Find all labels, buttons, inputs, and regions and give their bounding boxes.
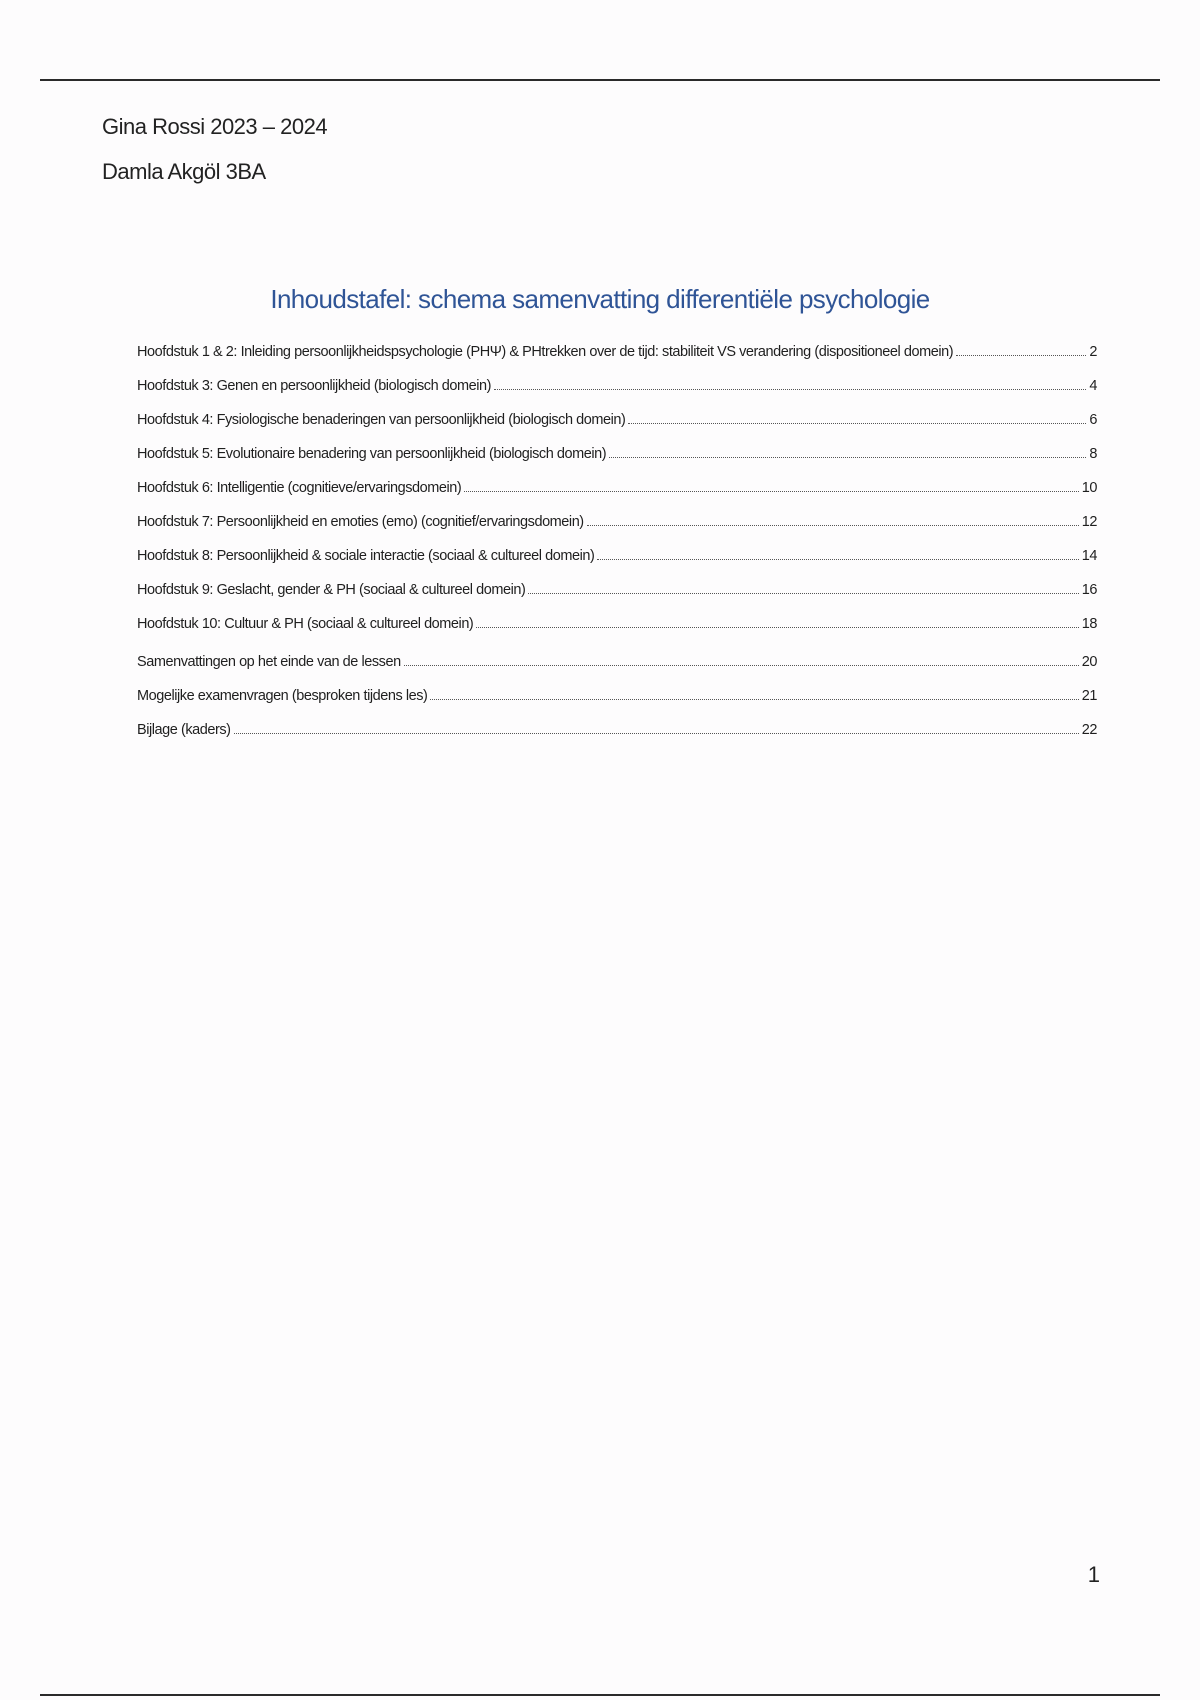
toc-entry-label: Hoofdstuk 7: Persoonlijkheid en emoties (emo) (cognitief/ervaringsdomein) <box>137 514 584 530</box>
toc-entry-label: Hoofdstuk 8: Persoonlijkheid & sociale interactie (sociaal & cultureel domein) <box>137 548 595 564</box>
toc-leader-dots <box>494 388 1086 390</box>
toc-entry-page: 21 <box>1081 688 1097 704</box>
toc-entry-page: 16 <box>1081 582 1097 598</box>
toc-entry-label: Hoofdstuk 3: Genen en persoonlijkheid (biologisch domein) <box>137 378 491 394</box>
toc-entry[interactable] <box>137 680 1097 704</box>
author-line: Gina Rossi 2023 – 2024 <box>102 114 328 139</box>
toc-entry[interactable] <box>137 472 1097 496</box>
toc-leader-dots <box>628 422 1086 424</box>
toc-entry[interactable] <box>137 608 1097 632</box>
toc-entry[interactable] <box>137 370 1097 394</box>
toc-entry-label: Hoofdstuk 10: Cultuur & PH (sociaal & cultureel domein) <box>137 616 474 632</box>
student-line: Damla Akgöl 3BA <box>102 159 266 184</box>
toc-entry-page: 18 <box>1081 616 1097 632</box>
toc-leader-dots <box>476 626 1078 628</box>
toc-leader-dots <box>430 698 1078 700</box>
toc-entry-label: Hoofdstuk 4: Fysiologische benaderingen van persoonlijkheid (biologisch domein) <box>137 412 626 428</box>
toc-title: Inhoudstafel: schema samenvatting differentiële psychologie <box>270 284 930 314</box>
toc-entry-page: 22 <box>1081 722 1097 738</box>
toc-entry-page: 6 <box>1089 412 1097 428</box>
toc-entry[interactable] <box>137 574 1097 598</box>
toc-entry-page: 8 <box>1089 446 1097 462</box>
toc-entry[interactable] <box>137 714 1097 738</box>
toc-entry[interactable] <box>137 336 1097 360</box>
toc-entry-label: Hoofdstuk 6: Intelligentie (cognitieve/ervaringsdomein) <box>137 480 462 496</box>
toc-leader-dots <box>956 354 1086 356</box>
toc-leader-dots <box>587 524 1079 526</box>
toc-entry-label: Mogelijke examenvragen (besproken tijdens les) <box>137 688 428 704</box>
toc-entry[interactable] <box>137 438 1097 462</box>
toc-entry-label: Samenvattingen op het einde van de lessen <box>137 654 401 670</box>
toc-entry-label: Hoofdstuk 9: Geslacht, gender & PH (sociaal & cultureel domein) <box>137 582 526 598</box>
page-number: 1 <box>1087 1562 1100 1587</box>
toc-leader-dots <box>609 456 1086 458</box>
toc-entry-page: 2 <box>1089 344 1097 360</box>
toc-entry[interactable] <box>137 506 1097 530</box>
toc-leader-dots <box>597 558 1078 560</box>
toc-leader-dots <box>528 592 1078 594</box>
toc-entry-page: 4 <box>1089 378 1097 394</box>
toc-leader-dots <box>464 490 1079 492</box>
toc-entry-page: 20 <box>1081 654 1097 670</box>
toc-entry-label: Bijlage (kaders) <box>137 722 231 738</box>
toc-leader-dots <box>234 732 1079 734</box>
document-header <box>102 104 327 194</box>
toc-entry[interactable] <box>137 646 1097 670</box>
toc-entry[interactable] <box>137 404 1097 428</box>
bottom-divider <box>40 1694 1160 1696</box>
toc-entry-page: 12 <box>1081 514 1097 530</box>
toc-entry-page: 10 <box>1081 480 1097 496</box>
toc-leader-dots <box>404 664 1079 666</box>
toc-entry-page: 14 <box>1081 548 1097 564</box>
top-divider <box>40 79 1160 81</box>
toc-entry[interactable] <box>137 540 1097 564</box>
toc-entry-label: Hoofdstuk 5: Evolutionaire benadering van persoonlijkheid (biologisch domein) <box>137 446 607 462</box>
toc-entry-label: Hoofdstuk 1 & 2: Inleiding persoonlijkheidspsychologie (PHΨ) & PHtrekken over de tijd: stabiliteit VS verandering (dispositioneel domein) <box>137 344 954 360</box>
